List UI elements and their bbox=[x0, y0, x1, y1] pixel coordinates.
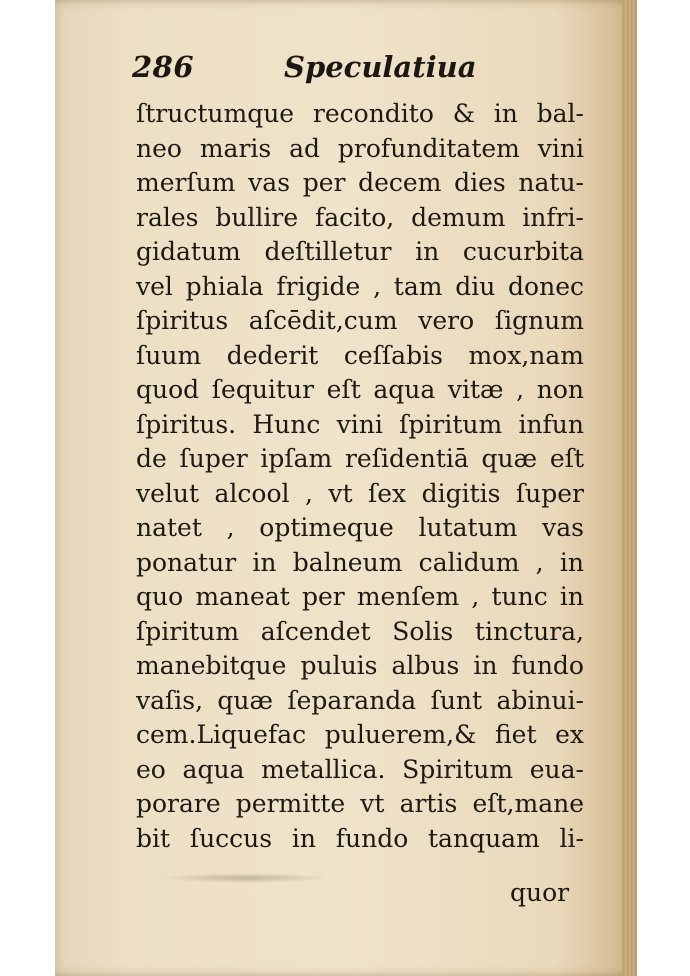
text-line: ſtructumque recondito & in bal- bbox=[136, 99, 584, 128]
text-line: porare permitte vt artis eſt,mane bbox=[136, 789, 584, 818]
text-line: de ſuper ipſam reſidentiā quæ eſt bbox=[136, 444, 584, 473]
text-line: merſum vas per decem dies natu- bbox=[136, 168, 584, 197]
text-line: vaſis, quæ ſeparanda ſunt abinui- bbox=[136, 685, 584, 715]
text-line: bit ſuccus in fundo tanquam li- bbox=[136, 823, 584, 853]
text-line: ſpiritus aſcēdit,cum vero ſignum bbox=[136, 306, 584, 335]
body-text bbox=[136, 97, 584, 856]
text-line: gidatum deſtilletur in cucurbita bbox=[136, 237, 584, 266]
running-head bbox=[132, 50, 477, 90]
text-line: quo maneat per menſem , tunc in bbox=[136, 582, 584, 611]
text-line: cem.Liquefac puluerem,& fiet ex bbox=[136, 720, 584, 749]
running-title: Speculatiua bbox=[284, 50, 477, 84]
page-number: 286 bbox=[132, 50, 195, 84]
text-line: natet , optimeque lutatum vas bbox=[136, 513, 584, 542]
text-line: eo aqua metallica. Spiritum eua- bbox=[136, 754, 584, 784]
text-line: manebitque puluis albus in fundo bbox=[136, 651, 584, 680]
ink-smudge bbox=[160, 873, 330, 883]
text-line: ponatur in balneum calidum , in bbox=[136, 547, 584, 577]
catchword: quor bbox=[510, 878, 570, 907]
text-line: vel phiala frigide , tam diu donec bbox=[136, 271, 584, 301]
text-line: ſpiritus. Hunc vini ſpiritum infun bbox=[136, 409, 584, 439]
text-line: ſpiritum aſcendet Solis tinctura, bbox=[136, 616, 584, 646]
text-line: rales bullire facito, demum infri- bbox=[136, 202, 584, 232]
text-line: velut alcool , vt ſex digitis ſuper bbox=[136, 478, 584, 508]
text-line: quod ſequitur eſt aqua vitæ , non bbox=[136, 375, 584, 404]
page-edge-shadow bbox=[622, 0, 637, 976]
text-line: neo maris ad profunditatem vini bbox=[136, 133, 584, 163]
text-line: ſuum dederit ceſſabis mox,nam bbox=[136, 340, 584, 370]
